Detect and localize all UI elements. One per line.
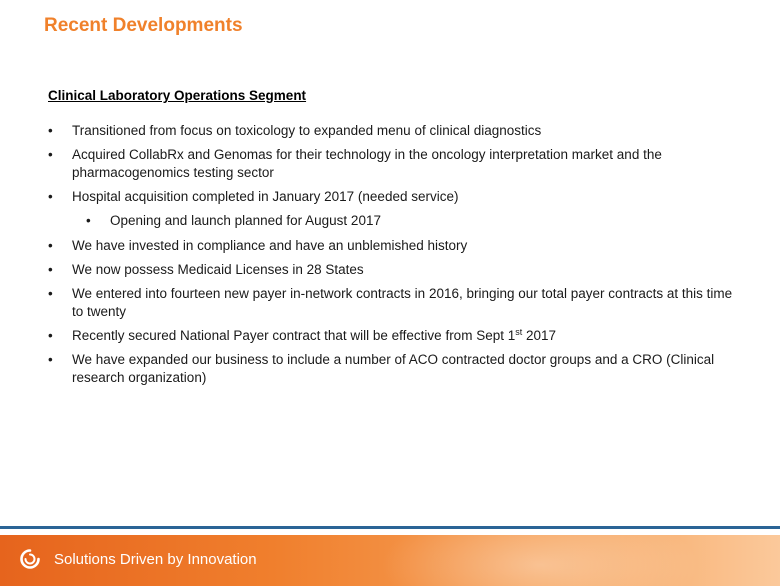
bullet-item <box>48 237 738 255</box>
bullet-marker: • <box>48 123 53 138</box>
bullet-text: We have invested in compliance and have an unblemished history <box>72 237 468 253</box>
bullet-text: We entered into fourteen new payer in-network contracts in 2016, bringing our total payer contracts at this time to twenty <box>72 286 733 319</box>
bullet-text: We now possess Medicaid Licenses in 28 States <box>72 261 364 277</box>
footer-banner <box>0 535 780 586</box>
footer-divider <box>0 526 780 529</box>
bullet-marker: • <box>48 261 53 277</box>
bullet-text-main: Recently secured National Payer contract that will be effective from Sept 1 <box>72 328 516 344</box>
sub-bullet-item <box>48 212 738 230</box>
bullet-item <box>48 261 738 279</box>
bullet-marker: • <box>48 237 53 253</box>
bullet-text: Opening and launch planned for August 2017 <box>110 213 381 229</box>
bullet-marker: • <box>48 328 53 344</box>
bullet-item <box>48 146 738 181</box>
slide-title: Recent Developments <box>44 15 243 36</box>
bullet-item <box>48 351 738 386</box>
bullet-marker: • <box>86 213 91 229</box>
bullet-marker: • <box>48 352 53 368</box>
bullet-marker: • <box>48 189 53 205</box>
bullet-text: Hospital acquisition completed in January 2017 (needed service) <box>72 189 459 205</box>
bullet-text: We have expanded our business to include a number of ACO contracted doctor groups and a CRO (Clinical research organization) <box>72 352 715 385</box>
company-logo-icon <box>20 549 40 569</box>
footer-glow <box>380 535 700 586</box>
bullet-marker: • <box>48 286 53 302</box>
bullet-text-year: 2017 <box>522 328 557 344</box>
bullet-item <box>48 327 738 345</box>
bullet-item <box>48 285 738 320</box>
ordinal-superscript: st <box>515 327 523 338</box>
bullet-text: Transitioned from focus on toxicology to expanded menu of clinical diagnostics <box>72 123 542 138</box>
bullet-text: Acquired CollabRx and Genomas for their technology in the oncology interpretation market and the pharmacogenomics testing sector <box>72 147 662 180</box>
bullet-item <box>48 188 738 206</box>
footer-tagline: Solutions Driven by Innovation <box>54 551 257 568</box>
section-heading: Clinical Laboratory Operations Segment <box>48 88 307 103</box>
bullet-text <box>72 328 556 343</box>
bullet-list <box>48 122 738 393</box>
bullet-item <box>48 122 738 140</box>
bullet-marker: • <box>48 147 53 163</box>
